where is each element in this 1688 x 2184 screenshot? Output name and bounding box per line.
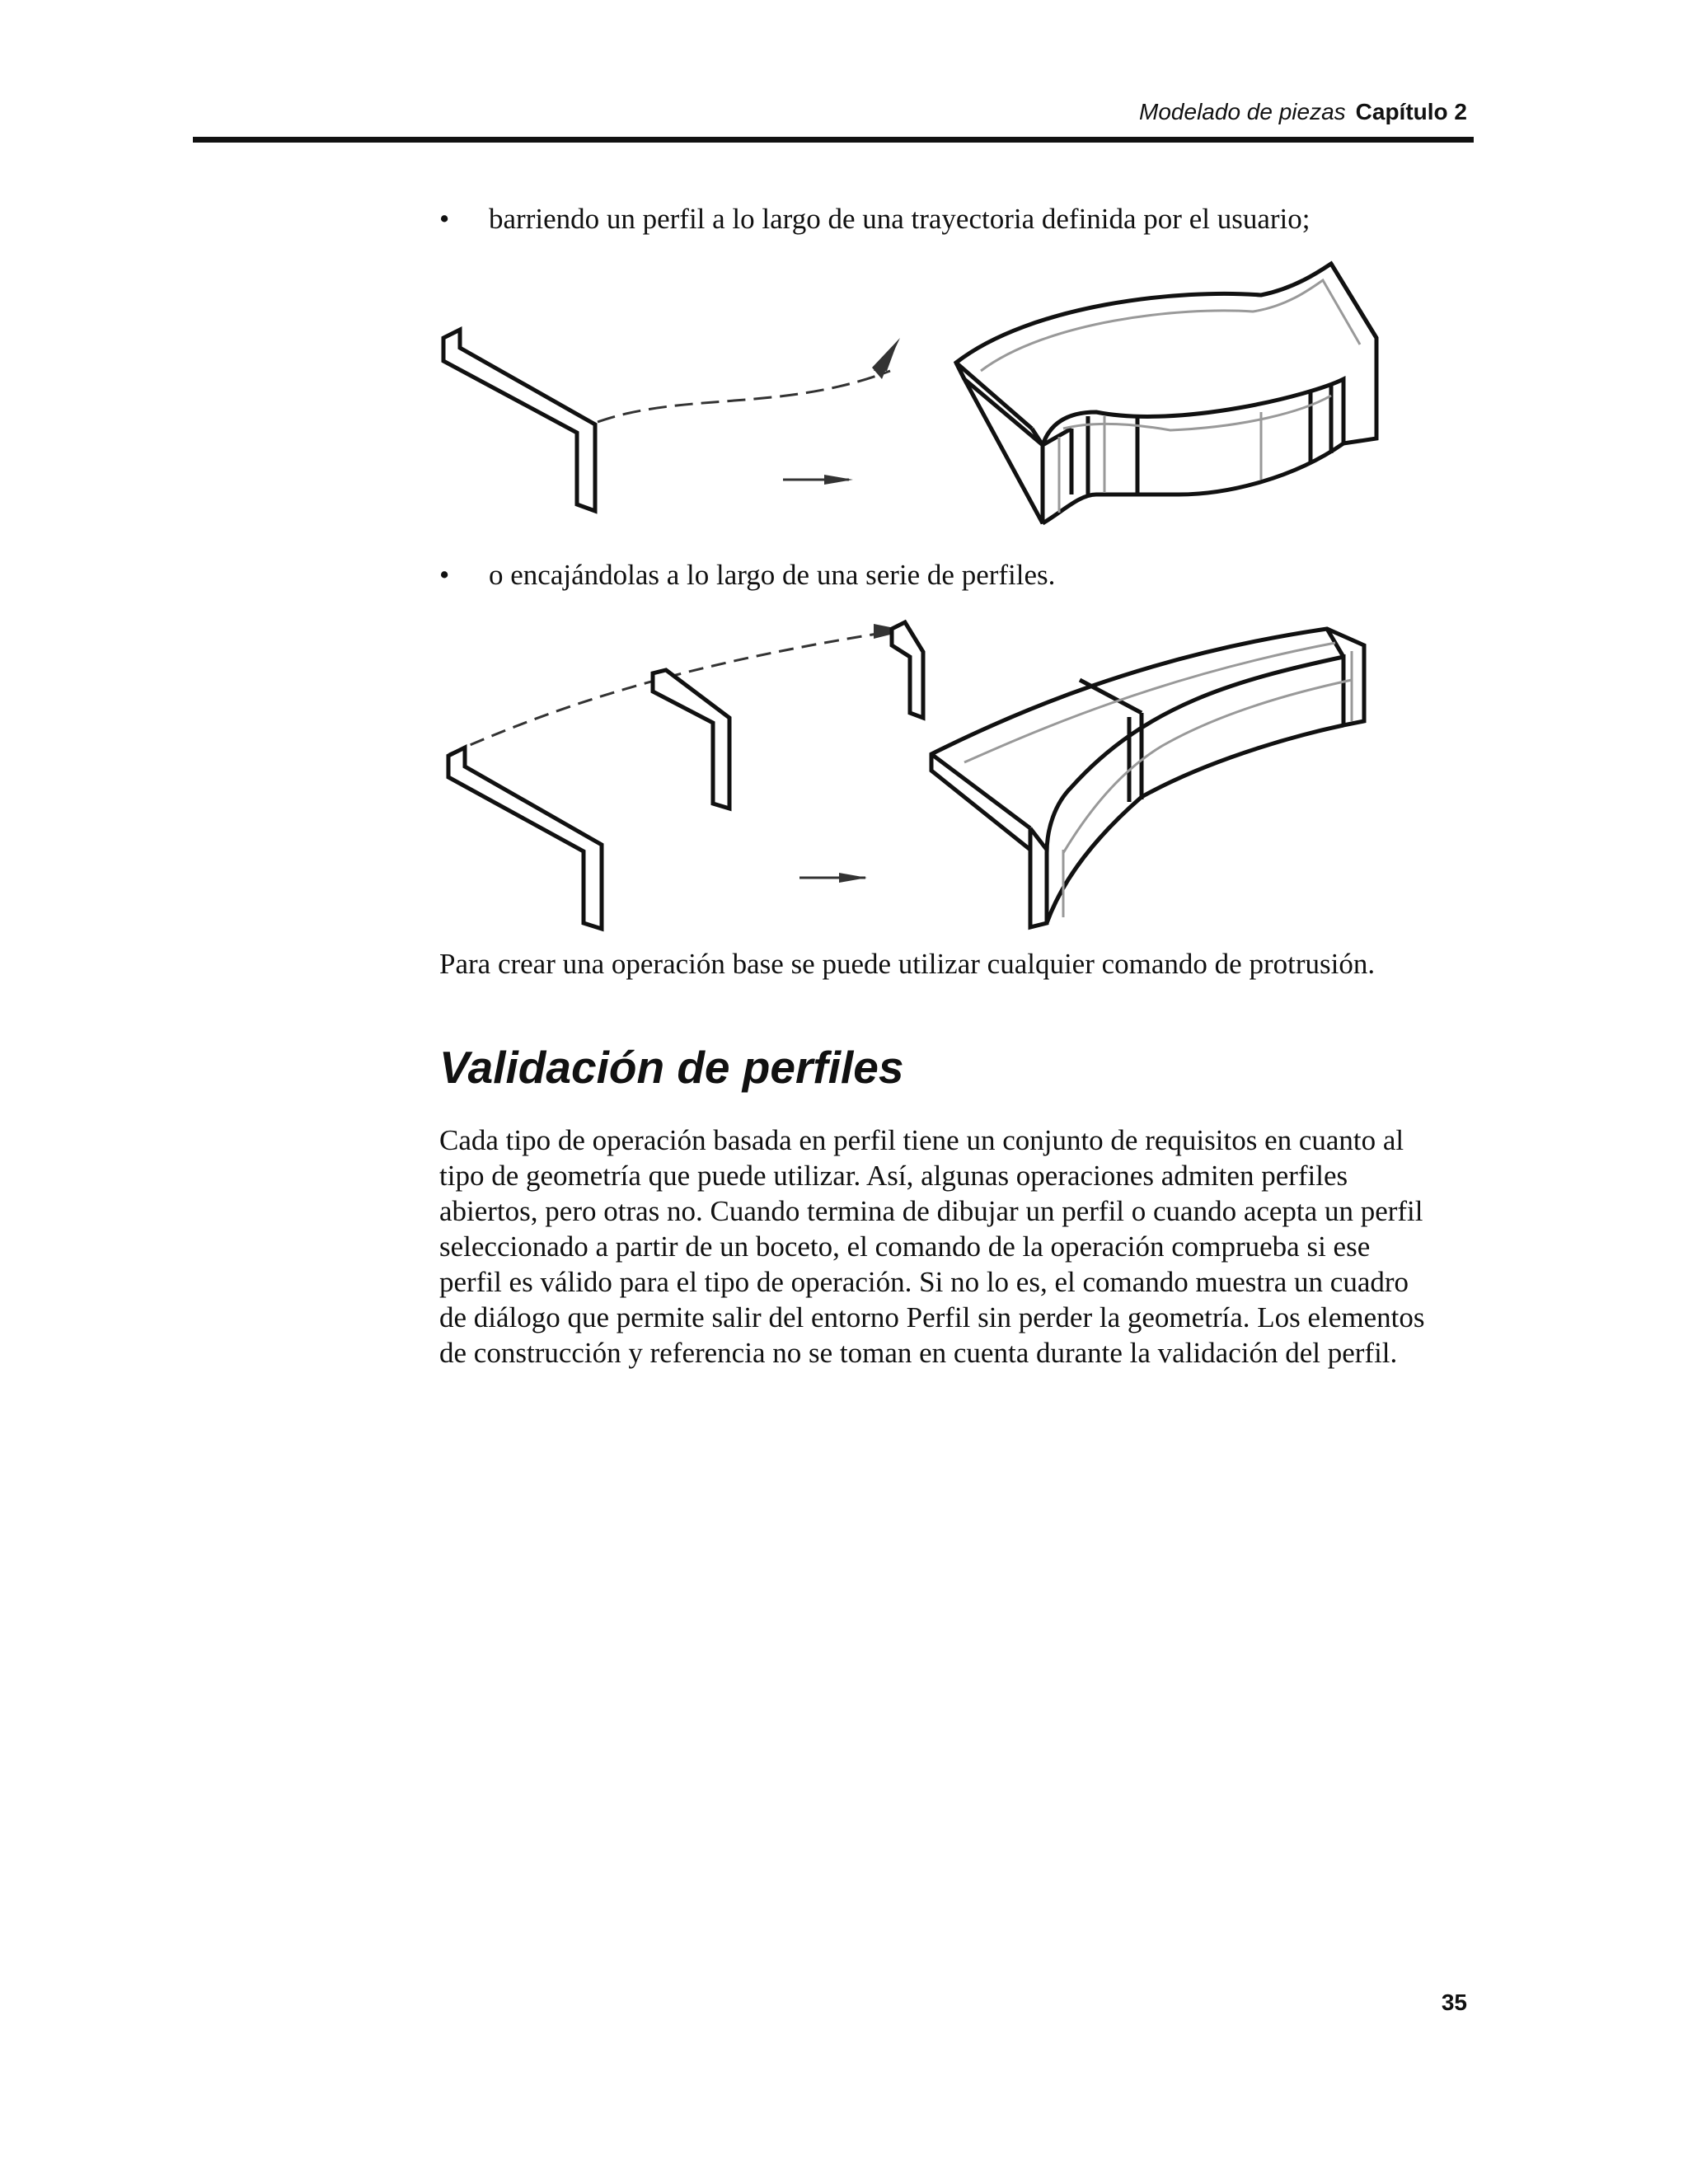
running-header	[1139, 97, 1467, 127]
paragraph-line: de construcción y referencia no se toman en cuenta durante la validación del perfil.	[439, 1337, 1398, 1369]
blend-illustration	[437, 606, 1508, 944]
profile-small	[892, 622, 923, 718]
paragraph-validation	[439, 1122, 1461, 1371]
chapter-title: Modelado de piezas	[1139, 99, 1346, 124]
dashed-path	[598, 371, 890, 422]
direction-arrowhead	[839, 873, 867, 883]
direction-arrowhead	[824, 475, 853, 485]
header-rule	[193, 137, 1474, 143]
profile-large	[448, 748, 602, 929]
bullet-marker: •	[439, 203, 450, 235]
paragraph-base-feature: Para crear una operación base se puede utilizar cualquier comando de protrusión.	[439, 948, 1376, 980]
section-title: Validación de perfiles	[439, 1042, 904, 1093]
profile-medium	[653, 670, 729, 808]
swept-solid	[956, 264, 1376, 523]
l-profile	[443, 330, 595, 511]
sweep-illustration	[437, 247, 1508, 544]
paragraph-line: seleccionado a partir de un boceto, el comando de la operación comprueba si ese	[439, 1230, 1371, 1263]
chapter-number: Capítulo 2	[1355, 99, 1467, 124]
paragraph-line: tipo de geometría que puede utilizar. Así, algunas operaciones admiten perfiles	[439, 1160, 1348, 1192]
bullet-item-sweep	[439, 201, 1310, 237]
blended-solid	[931, 629, 1364, 927]
paragraph-line: perfil es válido para el tipo de operación. Si no lo es, el comando muestra un cuadro	[439, 1266, 1409, 1298]
bullet-text: barriendo un perfil a lo largo de una trayectoria definida por el usuario;	[489, 203, 1311, 235]
bullet-item-blend	[439, 557, 1055, 593]
paragraph-line: abiertos, pero otras no. Cuando termina de dibujar un perfil o cuando acepta un perfil	[439, 1195, 1423, 1227]
bullet-text: o encajándolas a lo largo de una serie de perfiles.	[489, 559, 1056, 591]
paragraph-line: de diálogo que permite salir del entorno Perfil sin perder la geometría. Los elementos	[439, 1301, 1425, 1333]
page-number: 35	[1441, 1990, 1467, 2015]
bullet-marker: •	[439, 559, 450, 591]
paragraph-line: Cada tipo de operación basada en perfil tiene un conjunto de requisitos en cuanto al	[439, 1124, 1404, 1156]
